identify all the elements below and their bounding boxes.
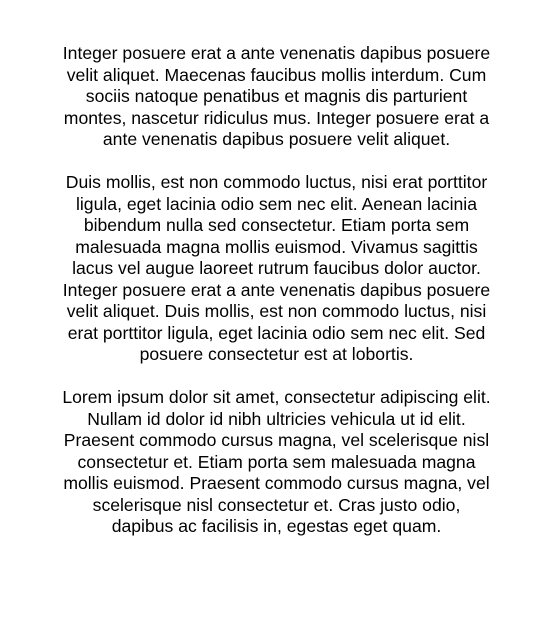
- paragraph-2: Duis mollis, est non commodo luctus, nisi erat porttitor ligula, eget lacinia odio sem nec elit. Aenean lacinia bibendum nulla sed consectetur. Etiam porta sem malesuada magna mollis euismod. Vivamus sagittis lacus vel augue laoreet rutrum faucibus dolor auctor. Integer posuere erat a ante venenatis dapibus posuere velit aliquet. Duis mollis, est non commodo luctus, nisi erat porttitor ligula, eget lacinia odio sem nec elit. Sed posuere consectetur est at lobortis.: [62, 172, 491, 364]
- paragraph-1: Integer posuere erat a ante venenatis dapibus posuere velit aliquet. Maecenas faucibus mollis interdum. Cum sociis natoque penatibus et magnis dis parturient montes, nascetur ridiculus mus. Integer posuere erat a ante venenatis dapibus posuere velit aliquet.: [62, 43, 491, 149]
- paragraph-3: Lorem ipsum dolor sit amet, consectetur adipiscing elit. Nullam id dolor id nibh ultricies vehicula ut id elit. Praesent commodo cursus magna, vel scelerisque nisl consectetur et. Etiam porta sem malesuada magna mollis euismod. Praesent commodo cursus magna, vel scelerisque nisl consectetur et. Cras justo odio, dapibus ac facilisis in, egestas eget quam.: [62, 387, 491, 536]
- document-body: [60, 43, 493, 538]
